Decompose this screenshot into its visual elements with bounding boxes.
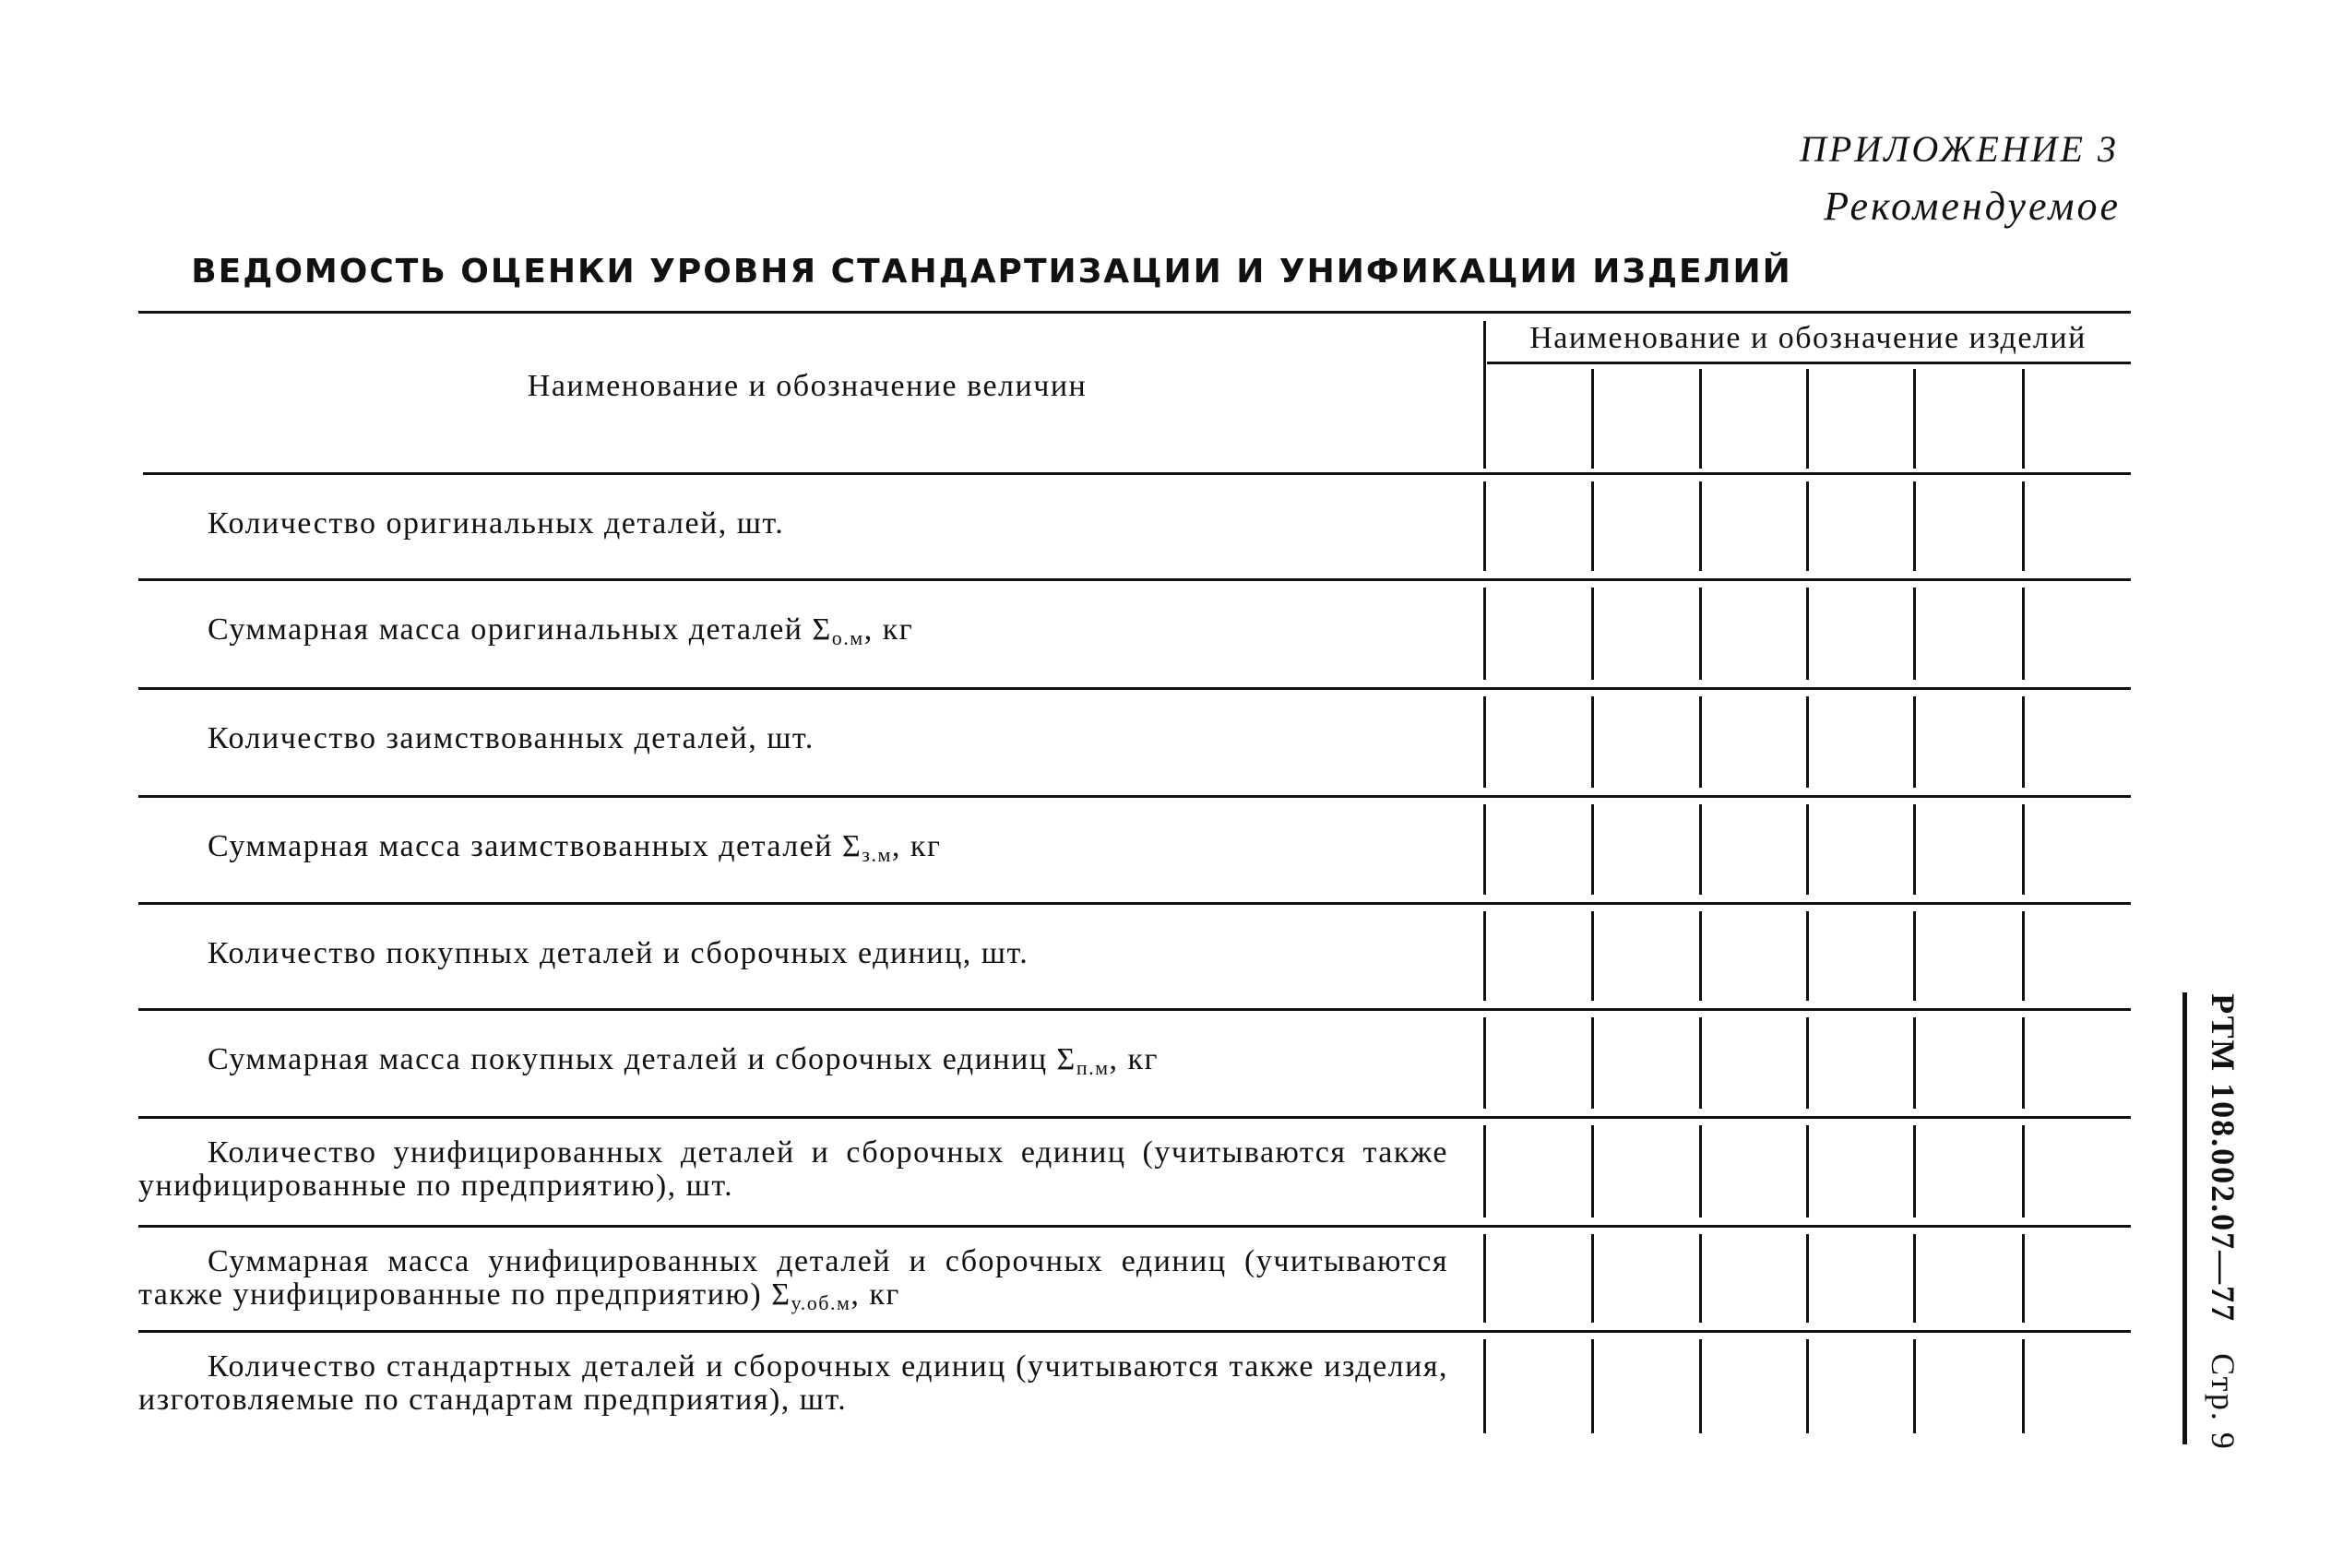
row-column-line — [1591, 1125, 1594, 1218]
row-column-line — [1913, 588, 1916, 680]
products-header-rule — [1487, 362, 2131, 364]
row-divider — [1483, 1339, 1486, 1433]
row-divider — [1483, 1234, 1486, 1323]
row-column-line — [2022, 588, 2025, 680]
unit-suffix: , кг — [863, 612, 914, 647]
row-column-line — [1806, 588, 1809, 680]
sum-symbol: Σ — [1056, 1042, 1076, 1076]
row-column-line — [1591, 804, 1594, 895]
row-column-line — [1806, 1125, 1809, 1218]
row-label-text: Количество заимствованных деталей, шт. — [208, 721, 815, 755]
header-column-line — [1913, 369, 1916, 469]
row-column-line — [1806, 911, 1809, 1001]
row-column-line — [2022, 911, 2025, 1001]
row-column-line — [1699, 588, 1702, 680]
row-column-line — [1699, 804, 1702, 895]
row-column-line — [1699, 481, 1702, 571]
row-rule — [138, 578, 2131, 581]
table-top-rule — [138, 311, 2131, 314]
row-label-text: Количество унифицированных деталей и сборочных единиц (учитываются также унифицированные по предприятию), шт. — [138, 1135, 1448, 1203]
sum-subscript: о.м — [831, 626, 864, 649]
row-column-line — [1913, 1125, 1916, 1218]
sum-symbol: Σ — [812, 612, 832, 647]
row-column-line — [1806, 1339, 1809, 1433]
sum-subscript: з.м — [862, 843, 892, 866]
row-rule — [138, 902, 2131, 905]
header-column-line — [1699, 369, 1702, 469]
row-label-text: Количество оригинальных деталей, шт. — [208, 506, 785, 540]
row-divider — [1483, 1125, 1486, 1218]
header-column-line — [2022, 369, 2025, 469]
header-bottom-rule — [143, 472, 2131, 475]
row-column-line — [1699, 1339, 1702, 1433]
row-column-line — [1913, 804, 1916, 895]
unit-suffix: , кг — [1109, 1042, 1159, 1076]
row-label — [138, 1136, 1448, 1203]
row-label-text: Суммарная масса заимствованных деталей — [208, 829, 842, 863]
sum-subscript: у.об.м — [791, 1291, 851, 1314]
row-column-line — [2022, 696, 2025, 788]
row-rule — [138, 687, 2131, 690]
row-label — [138, 722, 1448, 755]
sum-symbol: Σ — [842, 829, 862, 863]
row-column-line — [1591, 1017, 1594, 1109]
row-column-line — [1591, 911, 1594, 1001]
side-code-document: РТМ 108.002.07—77 — [2205, 993, 2242, 1324]
row-divider — [1483, 1017, 1486, 1109]
row-label — [138, 937, 1448, 970]
row-column-line — [1913, 1234, 1916, 1323]
row-column-line — [2022, 1234, 2025, 1323]
row-column-line — [2022, 804, 2025, 895]
row-divider — [1483, 696, 1486, 788]
row-column-line — [1699, 911, 1702, 1001]
row-column-line — [1699, 1017, 1702, 1109]
appendix-status: Рекомендуемое — [1824, 184, 2121, 229]
row-rule — [138, 1116, 2131, 1119]
sum-subscript: п.м — [1076, 1056, 1110, 1079]
header-divider — [1483, 321, 1486, 469]
side-code-page: Стр. 9 — [2205, 1353, 2242, 1451]
row-label — [138, 507, 1448, 540]
row-column-line — [1913, 1017, 1916, 1109]
row-label — [138, 613, 1448, 655]
row-column-line — [1699, 1234, 1702, 1323]
row-column-line — [1806, 804, 1809, 895]
row-column-line — [1806, 696, 1809, 788]
row-column-line — [2022, 1125, 2025, 1218]
header-column-line — [1806, 369, 1809, 469]
row-column-line — [2022, 481, 2025, 571]
side-code — [2200, 993, 2246, 1451]
row-column-line — [1913, 696, 1916, 788]
header-quantities: Наименование и обозначение величин — [527, 369, 1088, 403]
row-rule — [138, 795, 2131, 798]
row-column-line — [1806, 1017, 1809, 1109]
row-rule — [138, 1225, 2131, 1228]
row-column-line — [1591, 588, 1594, 680]
row-column-line — [1913, 911, 1916, 1001]
row-column-line — [1699, 1125, 1702, 1218]
row-column-line — [1913, 1339, 1916, 1433]
unit-suffix: , кг — [850, 1277, 900, 1312]
document-title: ВЕДОМОСТЬ ОЦЕНКИ УРОВНЯ СТАНДАРТИЗАЦИИ И УНИФИКАЦИИ ИЗДЕЛИЙ — [191, 253, 1792, 291]
side-bar — [2182, 992, 2187, 1444]
row-column-line — [1699, 696, 1702, 788]
row-column-line — [2022, 1339, 2025, 1433]
side-code-text — [2204, 993, 2242, 1451]
sum-symbol: Σ — [771, 1277, 791, 1312]
header-column-line — [1591, 369, 1594, 469]
row-label-text: Количество стандартных деталей и сборочных единиц (учитываются также изделия, изготовляемые по стандартам предприятия), шт. — [138, 1349, 1448, 1417]
row-label-text: Суммарная масса унифицированных деталей и сборочных единиц (учитываются также унифицированные по предприятию) — [138, 1244, 1448, 1312]
row-label-text: Суммарная масса оригинальных деталей — [208, 612, 813, 647]
row-divider — [1483, 911, 1486, 1001]
row-divider — [1483, 481, 1486, 571]
row-label — [138, 1043, 1448, 1085]
row-column-line — [1913, 481, 1916, 571]
unit-suffix: , кг — [891, 829, 942, 863]
row-column-line — [1591, 1339, 1594, 1433]
header-products: Наименование и обозначение изделий — [1529, 321, 2087, 355]
row-label — [138, 1245, 1448, 1320]
row-label-text: Суммарная масса покупных деталей и сборочных единиц — [208, 1042, 1057, 1076]
row-divider — [1483, 804, 1486, 895]
row-column-line — [1806, 1234, 1809, 1323]
row-label-text: Количество покупных деталей и сборочных единиц, шт. — [208, 936, 1029, 970]
row-column-line — [2022, 1017, 2025, 1109]
row-rule — [138, 1008, 2131, 1011]
row-column-line — [1591, 481, 1594, 571]
row-column-line — [1806, 481, 1809, 571]
row-label — [138, 830, 1448, 872]
row-column-line — [1591, 696, 1594, 788]
row-divider — [1483, 588, 1486, 680]
row-rule — [138, 1330, 2131, 1333]
appendix-label: ПРИЛОЖЕНИЕ 3 — [1800, 128, 2119, 170]
row-column-line — [1591, 1234, 1594, 1323]
row-label — [138, 1350, 1448, 1417]
